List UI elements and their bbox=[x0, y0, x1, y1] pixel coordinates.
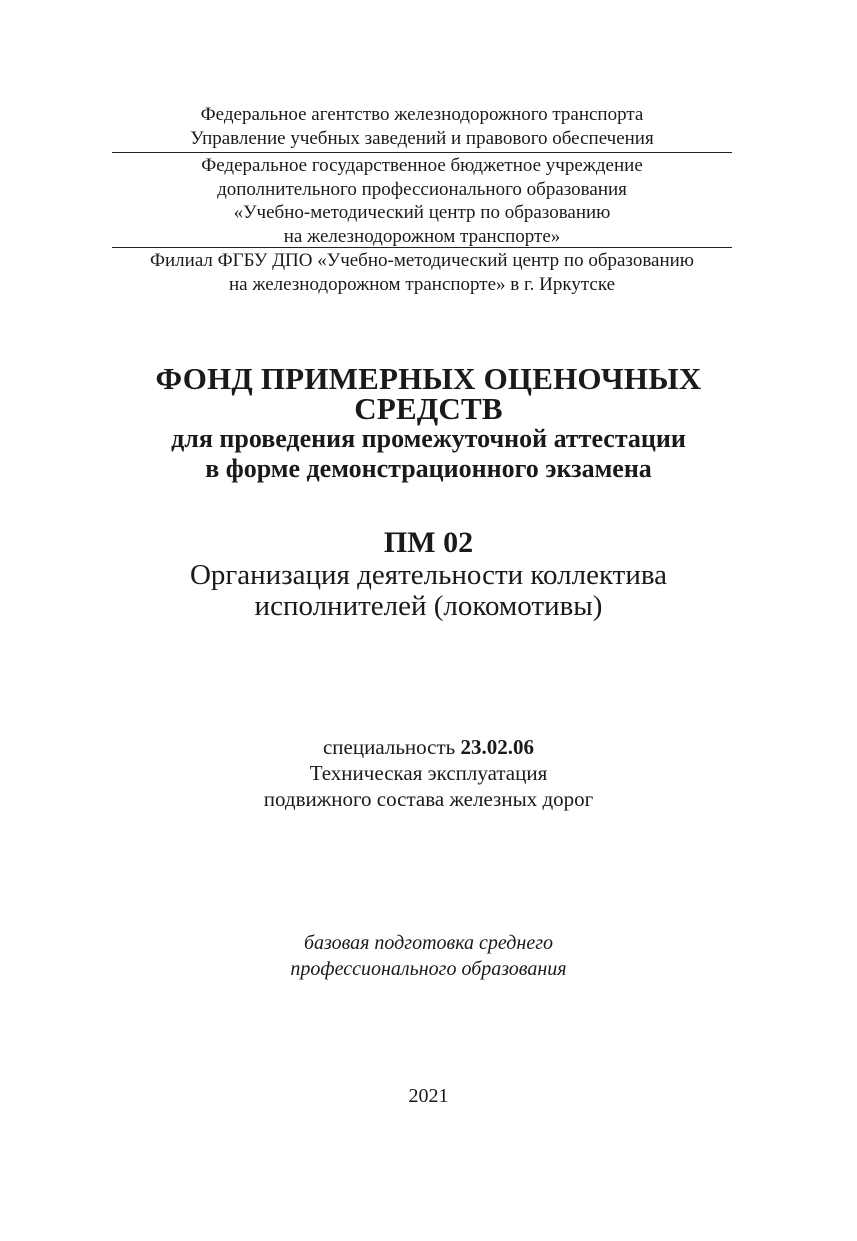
agency-line: Федеральное агентство железнодорожного транспорта bbox=[200, 104, 644, 125]
title-sub-line: в форме демонстрационного экзамена bbox=[205, 454, 652, 483]
module-block bbox=[60, 526, 797, 622]
specialty-block bbox=[60, 734, 797, 812]
education-level bbox=[60, 930, 797, 982]
branch-line: Филиал ФГБУ ДПО «Учебно-методический центр по образованию bbox=[149, 250, 694, 271]
specialty-name-line: Техническая эксплуатация bbox=[309, 761, 548, 785]
education-level-line: базовая подготовка среднего bbox=[303, 932, 554, 954]
title-sub-line: для проведения промежуточной аттестации bbox=[171, 424, 686, 453]
institution-line: дополнительного профессионального образования bbox=[217, 178, 627, 200]
divider bbox=[112, 152, 732, 153]
agency-line: Управление учебных заведений и правового обеспечения bbox=[190, 127, 654, 149]
title-main-line: ФОНД ПРИМЕРНЫХ ОЦЕНОЧНЫХ bbox=[155, 361, 702, 396]
branch-line: на железнодорожном транспорте» в г. Иркутске bbox=[228, 273, 616, 295]
institution-block bbox=[112, 154, 732, 248]
branch-block bbox=[100, 249, 744, 296]
institution-line: «Учебно-методический центр по образованию bbox=[233, 202, 611, 223]
divider bbox=[112, 247, 732, 248]
institution-line: Федеральное государственное бюджетное учреждение bbox=[201, 155, 643, 176]
specialty-name-line: подвижного состава железных дорог bbox=[263, 787, 594, 811]
institution-line: на железнодорожном транспорте» bbox=[283, 225, 561, 247]
document-title bbox=[60, 361, 797, 484]
publication-year: 2021 bbox=[408, 1085, 449, 1107]
specialty-prefix: специальность bbox=[322, 735, 456, 759]
agency-block bbox=[112, 103, 732, 150]
title-main-line: СРЕДСТВ bbox=[354, 391, 503, 426]
specialty-code: 23.02.06 bbox=[460, 735, 534, 759]
module-code: ПМ 02 bbox=[383, 526, 474, 559]
module-name-line: исполнителей (локомотивы) bbox=[254, 590, 603, 622]
education-level-line: профессионального образования bbox=[290, 958, 567, 980]
module-name-line: Организация деятельности коллектива bbox=[189, 559, 668, 591]
specialty-line bbox=[60, 734, 797, 760]
